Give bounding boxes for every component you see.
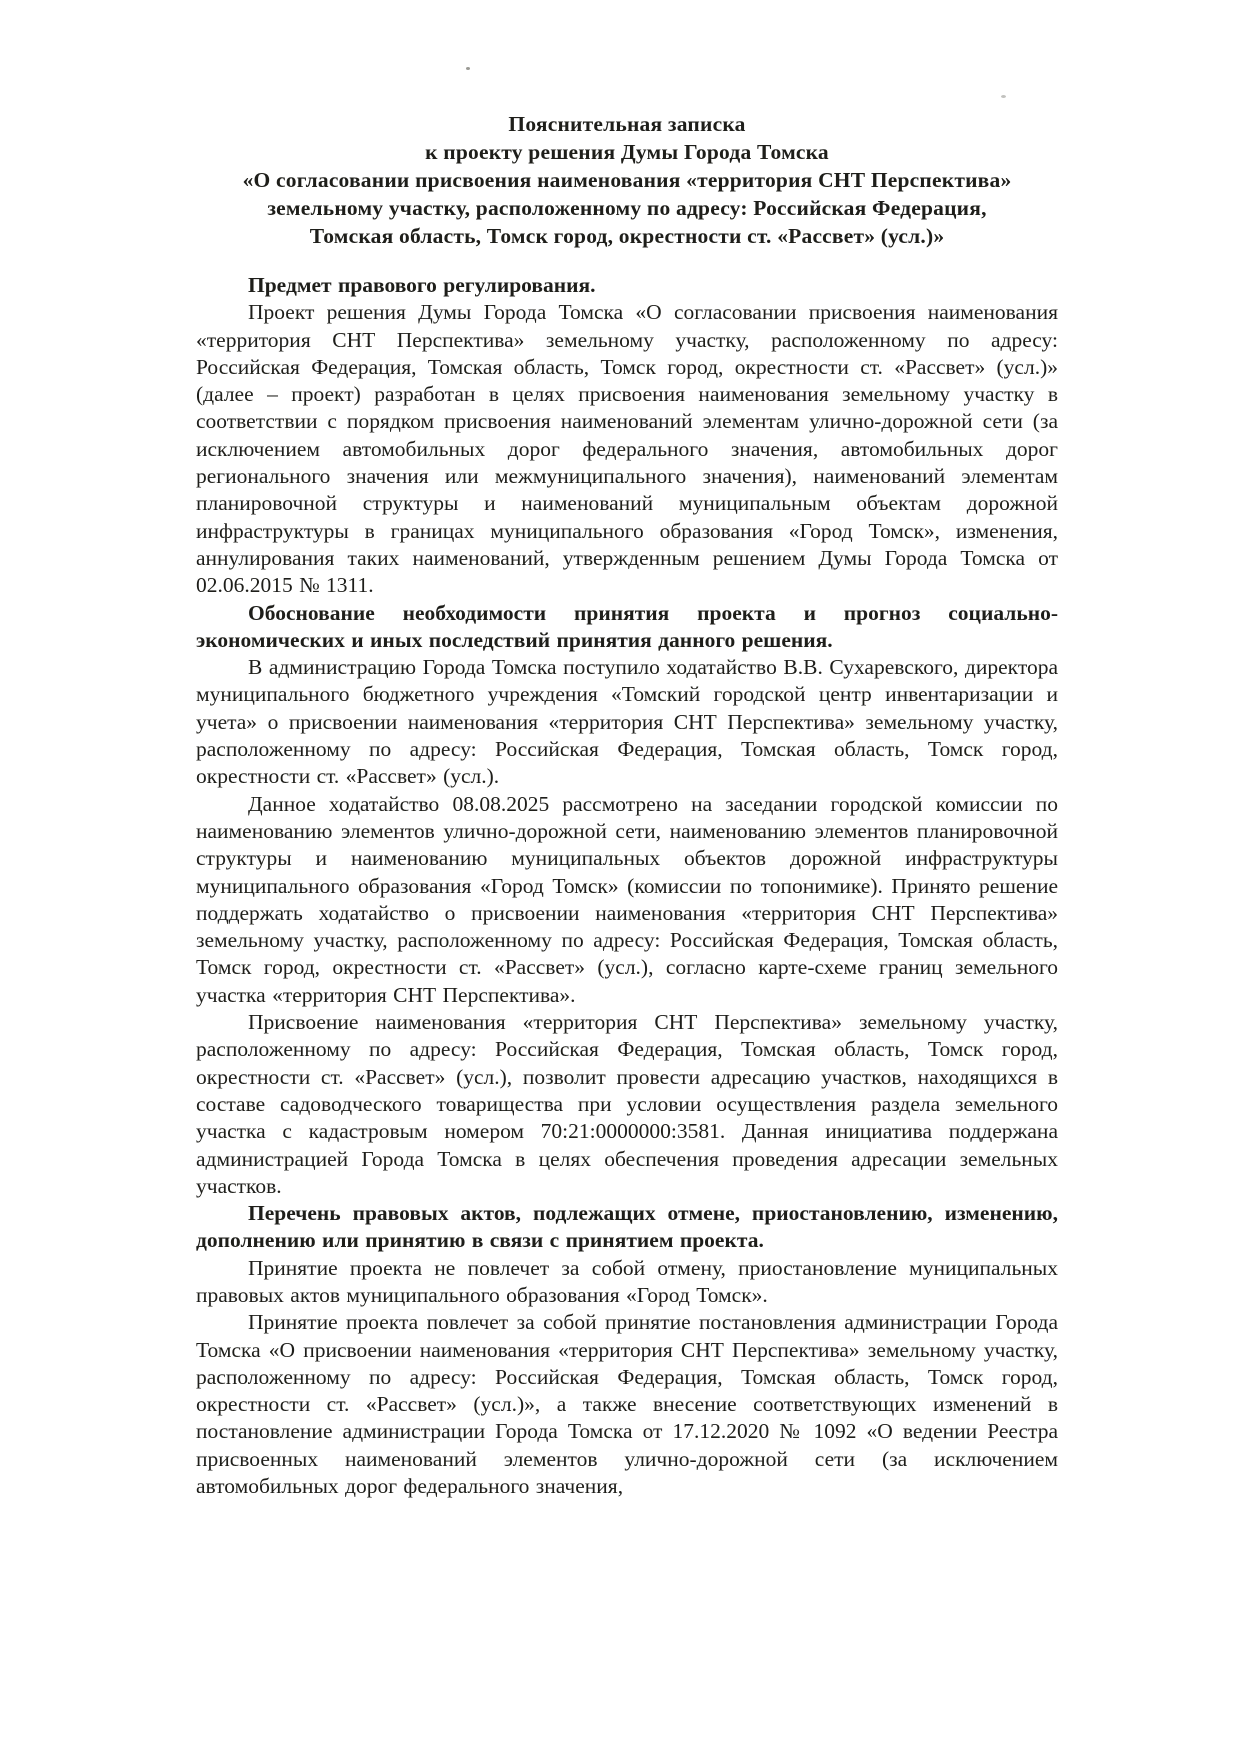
paragraph-project-description: Проект решения Думы Города Томска «О согласовании присвоения наименования «территория СНТ Перспектива» земельному участку, расположенному по адресу: Российская Федерация, Томская область, Томск город, окрестности ст. «Рассвет» (усл.)» (далее – проект) разработан в целях присвоения наименования земельному участку в соответствии с порядком присвоения наименований элементам улично-дорожной сети (за исключением автомобильных дорог федерального значения, автомобильных дорог регионального значения или межмуниципального значения), наименований элементам планировочной структуры и наименований муниципальным объектам дорожной инфраструктуры в границах муниципального образования «Город Томск», изменения, аннулирования таких наименований, утвержденным решением Думы Города Томска от 02.06.2015 № 1311. — [196, 300, 1058, 598]
scan-artifact-speck — [1001, 95, 1006, 98]
title-line: «О согласовании присвоения наименования «территория СНТ Перспектива» — [242, 168, 1012, 192]
paragraph-petition-received: В администрацию Города Томска поступило ходатайство В.В. Сухаревского, директора муниципального бюджетного учреждения «Томский городской центр инвентаризации и учета» о присвоении наименования «территория СНТ Перспектива» земельному участку, расположенному по адресу: Российская Федерация, Томская область, Томск город, окрестности ст. «Рассвет» (усл.). — [196, 655, 1058, 789]
title-line: Пояснительная записка — [508, 112, 746, 136]
scan-artifact-speck — [466, 67, 470, 70]
section-heading-subject: Предмет правового регулирования. — [248, 273, 596, 297]
title-line: Томская область, Томск город, окрестности ст. «Рассвет» (усл.)» — [309, 224, 945, 248]
title-line: к проекту решения Думы Города Томска — [425, 140, 829, 164]
document-title — [196, 110, 1058, 250]
paragraph-commission-review: Данное ходатайство 08.08.2025 рассмотрено на заседании городской комиссии по наименованию элементов улично-дорожной сети, наименованию элементов планировочной структуры и наименованию муниципальных объектов дорожной инфраструктуры муниципального образования «Город Томск» (комиссии по топонимике). Принято решение поддержать ходатайство о присвоении наименования «территория СНТ Перспектива» земельному участку, расположенному по адресу: Российская Федерация, Томская область, Томск город, окрестности ст. «Рассвет» (усл.), согласно карте-схеме границ земельного участка «территория СНТ Перспектива». — [196, 791, 1058, 1007]
paragraph-no-repeal: Принятие проекта не повлечет за собой отмену, приостановление муниципальных правовых актов муниципального образования «Город Томск». — [196, 1255, 1058, 1307]
title-line: земельному участку, расположенному по адресу: Российская Федерация, — [267, 196, 987, 220]
paragraph-resulting-resolution: Принятие проекта повлечет за собой принятие постановления администрации Города Томска «О присвоении наименования «территория СНТ Перспектива» земельному участку, расположенному по адресу: Российская Федерация, Томская область, Томск город, окрестности ст. «Рассвет» (усл.)», а также внесение соответствующих изменений в постановление администрации Города Томска от 17.12.2020 № 1092 «О ведении Реестра присвоенных наименований элементов улично-дорожной сети (за исключением автомобильных дорог федерального значения, — [196, 1310, 1058, 1499]
section-heading-justification: Обоснование необходимости принятия проекта и прогноз социально-экономических и иных последствий принятия данного решения. — [196, 600, 1058, 652]
document-body — [196, 272, 1058, 1500]
paragraph-naming-benefit: Присвоение наименования «территория СНТ Перспектива» земельному участку, расположенному по адресу: Российская Федерация, Томская область, Томск город, окрестности ст. «Рассвет» (усл.), позволит провести адресацию участков, находящихся в составе садоводческого товарищества при условии осуществления раздела земельного участка с кадастровым номером 70:21:0000000:3581. Данная инициатива поддержана администрацией Города Томска в целях обеспечения проведения адресации земельных участков. — [196, 1010, 1058, 1198]
section-heading-legal-acts: Перечень правовых актов, подлежащих отмене, приостановлению, изменению, дополнению или принятию в связи с принятием проекта. — [196, 1201, 1058, 1253]
